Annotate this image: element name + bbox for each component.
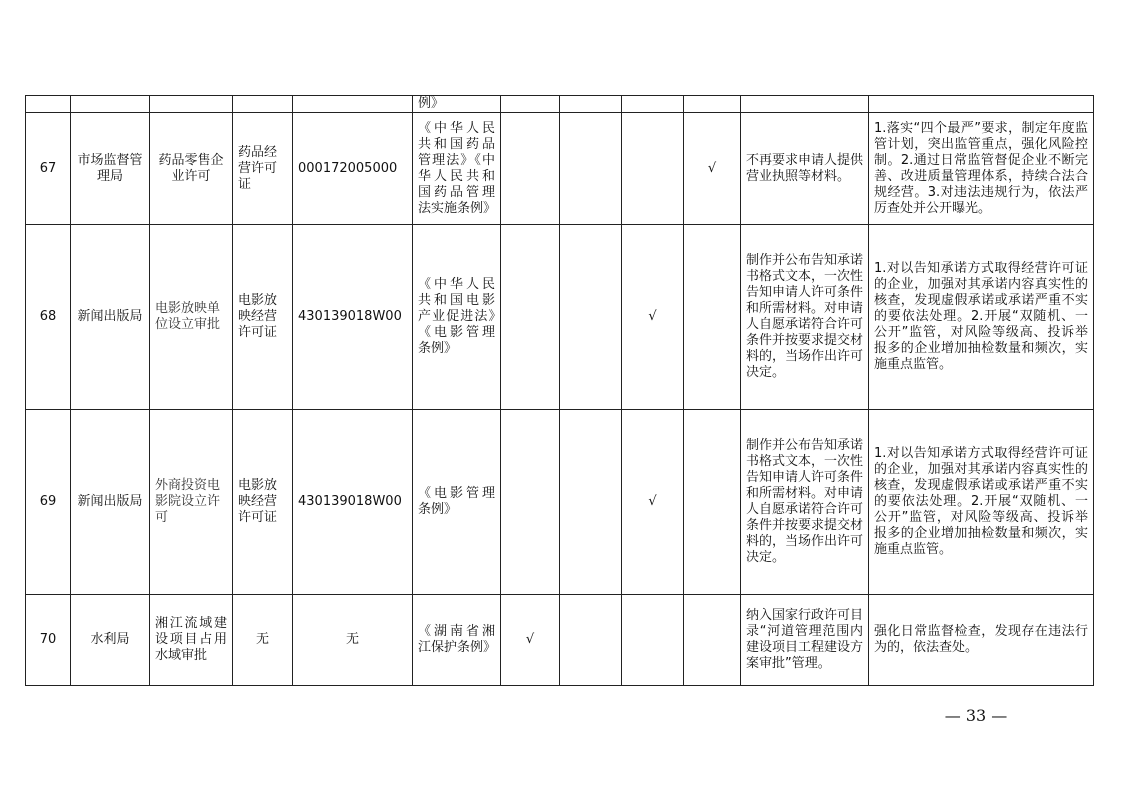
cell-supervision-measures: 1.对以告知承诺方式取得经营许可证的企业，加强对其承诺内容真实性的核查，发现虚假承诺或承诺严重不实的要依法处理。2.开展“双随机、一公开”监管，对风险等级高、投诉举报多的企业增加抽检数量和频次，实施重点监管。 — [869, 225, 1094, 410]
cell-item-code: 无 — [293, 595, 413, 686]
cell-serial-number: 68 — [26, 225, 71, 410]
cell-reform-content: 制作并公布告知承诺书格式文本，一次性告知申请人许可条件和所需材料。对申请人自愿承诺符合许可条件并按要求提交材料的，当场作出许可决定。 — [741, 225, 869, 410]
page-number: — 33 — — [944, 706, 1008, 725]
cell-supervision-measures: 1.落实“四个最严”要求，制定年度监管计划，突出监管重点，强化风险控制。2.通过日常监管督促企业不断完善、改进质量管理体系，持续合法合规经营。3.对违法违规行为，依法严厉查处并公开曝光。 — [869, 113, 1094, 225]
cell-legal-basis: 《中华人民共和国电影产业促进法》《电影管理条例》 — [413, 225, 501, 410]
cell-empty — [26, 96, 71, 113]
cell-empty — [501, 225, 560, 410]
cell-empty — [560, 113, 622, 225]
cell-supervision-measures: 1.对以告知承诺方式取得经营许可证的企业，加强对其承诺内容真实性的核查，发现虚假承诺或承诺严重不实的要依法处理。2.开展“双随机、一公开”监管，对风险等级高、投诉举报多的企业增加抽检数量和频次，实施重点监管。 — [869, 410, 1094, 595]
cell-empty — [869, 96, 1094, 113]
cell-check-mark: √ — [622, 225, 684, 410]
cell-reform-content: 制作并公布告知承诺书格式文本，一次性告知申请人许可条件和所需材料。对申请人自愿承诺符合许可条件并按要求提交材料的，当场作出许可决定。 — [741, 410, 869, 595]
cell-item-name: 外商投资电影院设立许可 — [150, 410, 233, 595]
approval-reform-table — [25, 95, 1094, 686]
cell-serial-number: 70 — [26, 595, 71, 686]
cell-license-name: 电影放映经营许可证 — [233, 225, 293, 410]
cell-empty — [293, 96, 413, 113]
cell-item-name: 药品零售企业许可 — [150, 113, 233, 225]
cell-department: 新闻出版局 — [71, 225, 150, 410]
cell-reform-content: 不再要求申请人提供营业执照等材料。 — [741, 113, 869, 225]
cell-reform-content: 纳入国家行政许可目录“河道管理范围内建设项目工程建设方案审批”管理。 — [741, 595, 869, 686]
cell-serial-number: 69 — [26, 410, 71, 595]
cell-item-code: 000172005000 — [293, 113, 413, 225]
cell-check-mark: √ — [622, 410, 684, 595]
cell-department: 水利局 — [71, 595, 150, 686]
cell-department: 新闻出版局 — [71, 410, 150, 595]
cell-department: 市场监督管理局 — [71, 113, 150, 225]
table-row-continued — [26, 96, 1094, 113]
cell-license-name: 药品经营许可证 — [233, 113, 293, 225]
table-row — [26, 225, 1094, 410]
cell-empty — [233, 96, 293, 113]
cell-check-mark: √ — [684, 113, 741, 225]
cell-empty — [684, 96, 741, 113]
cell-license-name: 电影放映经营许可证 — [233, 410, 293, 595]
cell-empty — [684, 225, 741, 410]
cell-item-code: 430139018W00 — [293, 410, 413, 595]
cell-empty — [684, 410, 741, 595]
cell-empty — [560, 595, 622, 686]
cell-license-name: 无 — [233, 595, 293, 686]
cell-legal-basis: 《电影管理条例》 — [413, 410, 501, 595]
cell-empty — [741, 96, 869, 113]
cell-empty — [622, 595, 684, 686]
cell-empty — [150, 96, 233, 113]
cell-legal-basis: 《湖南省湘江保护条例》 — [413, 595, 501, 686]
cell-empty — [622, 113, 684, 225]
cell-item-name: 电影放映单位设立审批 — [150, 225, 233, 410]
cell-empty — [560, 96, 622, 113]
table-row — [26, 113, 1094, 225]
cell-item-code: 430139018W00 — [293, 225, 413, 410]
table-row — [26, 595, 1094, 686]
cell-legal-basis: 《中华人民共和国药品管理法》《中华人民共和国药品管理法实施条例》 — [413, 113, 501, 225]
cell-serial-number: 67 — [26, 113, 71, 225]
cell-legal-basis: 例》 — [413, 96, 501, 113]
table-row — [26, 410, 1094, 595]
cell-supervision-measures: 强化日常监督检查，发现存在违法行为的，依法查处。 — [869, 595, 1094, 686]
cell-empty — [71, 96, 150, 113]
cell-empty — [501, 113, 560, 225]
cell-empty — [560, 225, 622, 410]
cell-empty — [501, 96, 560, 113]
cell-check-mark: √ — [501, 595, 560, 686]
cell-empty — [501, 410, 560, 595]
cell-empty — [560, 410, 622, 595]
cell-empty — [622, 96, 684, 113]
cell-empty — [684, 595, 741, 686]
cell-item-name: 湘江流域建设项目占用水域审批 — [150, 595, 233, 686]
